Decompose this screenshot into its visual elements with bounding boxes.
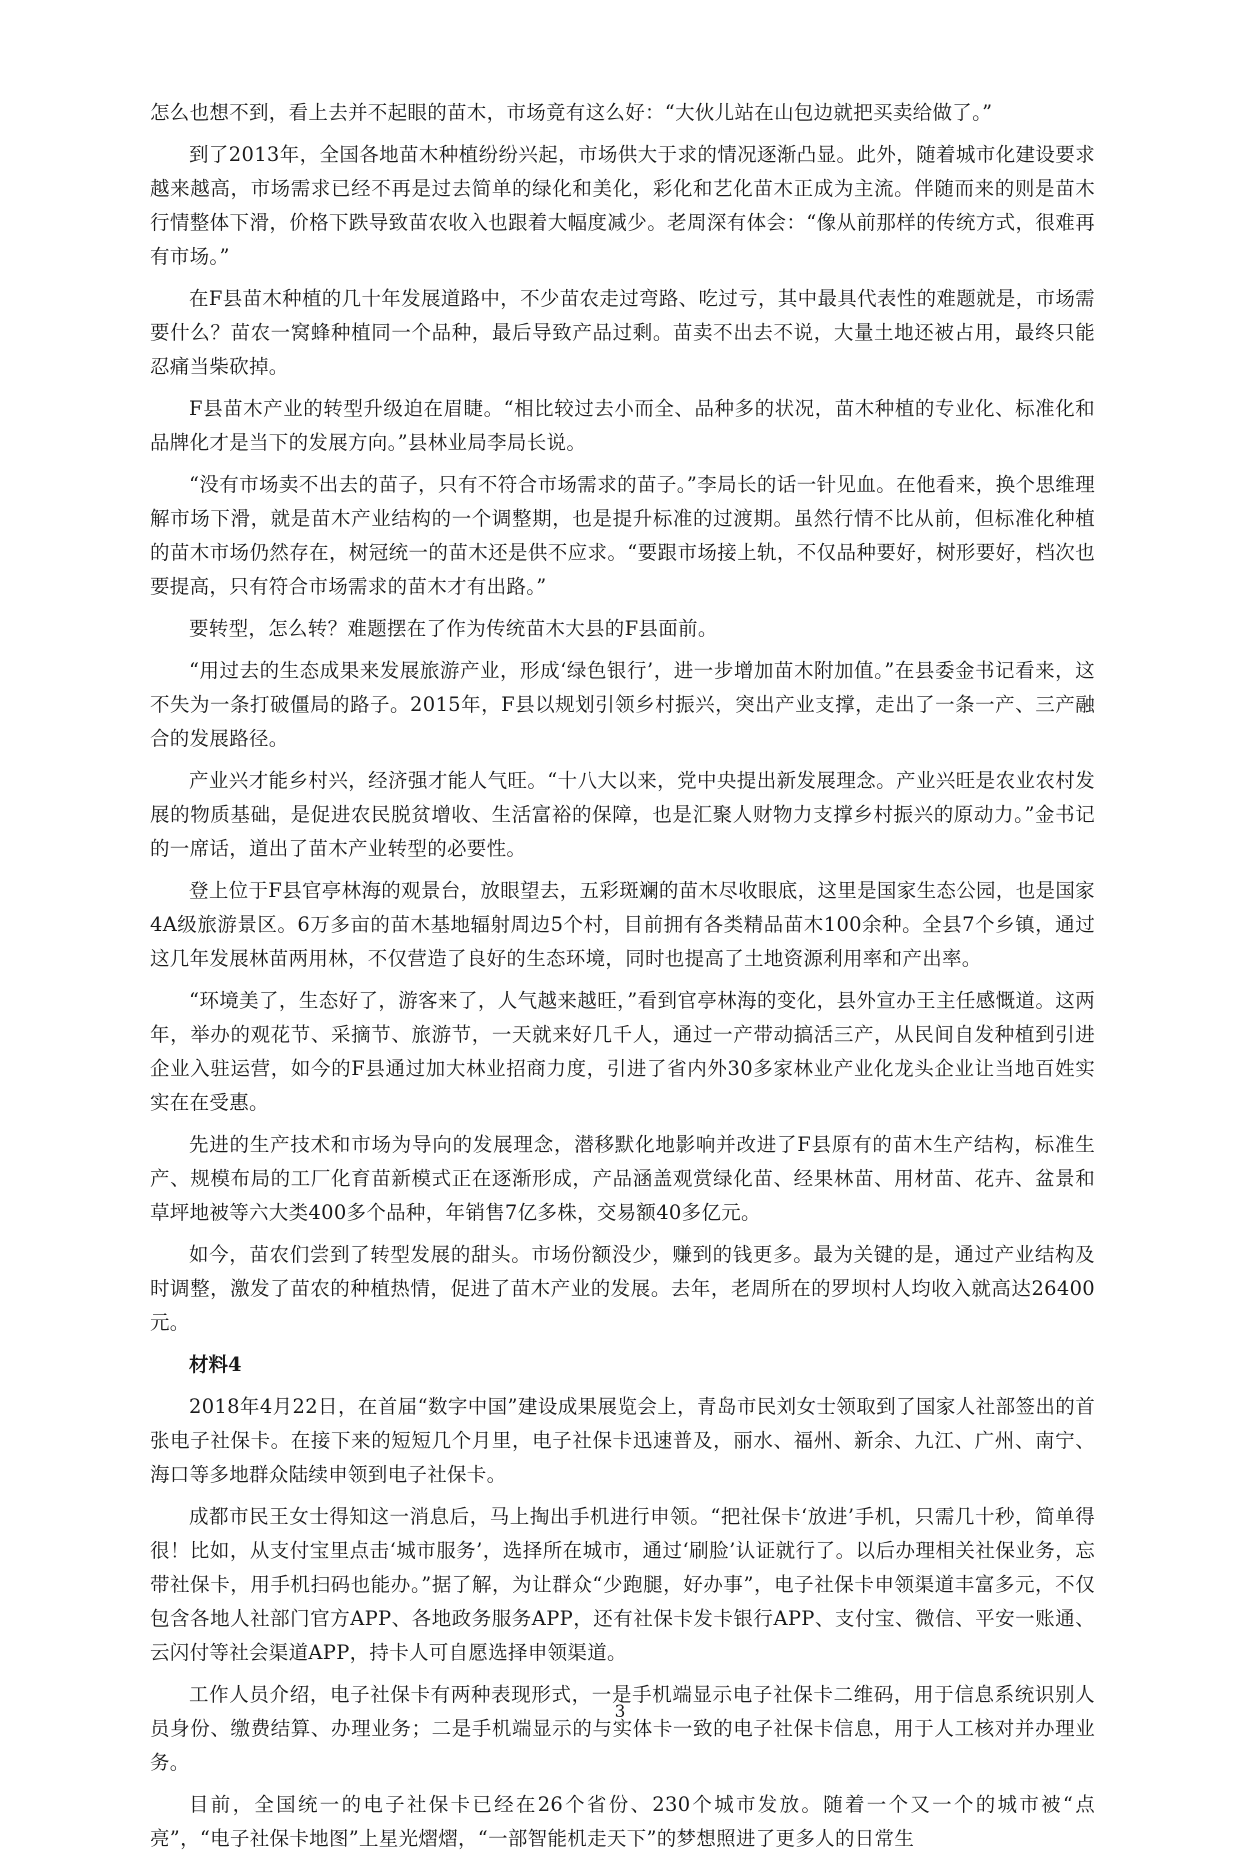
paragraph: 先进的生产技术和市场为导向的发展理念，潜移默化地影响并改进了F县原有的苗木生产结构，标准生产、规模布局的工厂化育苗新模式正在逐渐形成，产品涵盖观赏绿化苗、经果林苗、用材苗、花卉、盆景和草坪地被等六大类400多个品种，年销售7亿多株，交易额40多亿元。	[150, 1133, 1095, 1224]
paragraph: 产业兴才能乡村兴，经济强才能人气旺。“十八大以来，党中央提出新发展理念。产业兴旺是农业农村发展的物质基础，是促进农民脱贫增收、生活富裕的保障，也是汇聚人财物力支撑乡村振兴的原动力。”金书记的一席话，道出了苗木产业转型的必要性。	[150, 769, 1095, 860]
paragraph: 在F县苗木种植的几十年发展道路中，不少苗农走过弯路、吃过亏，其中最具代表性的难题就是，市场需要什么？苗农一窝蜂种植同一个品种，最后导致产品过剩。苗卖不出去不说，大量土地还被占用，最终只能忍痛当柴砍掉。	[150, 287, 1095, 378]
paragraph: 如今，苗农们尝到了转型发展的甜头。市场份额没少，赚到的钱更多。最为关键的是，通过产业结构及时调整，激发了苗农的种植热情，促进了苗木产业的发展。去年，老周所在的罗坝村人均收入就高达26400元。	[150, 1243, 1095, 1334]
page-number: 3	[614, 1702, 626, 1722]
paragraph: “环境美了，生态好了，游客来了，人气越来越旺，”看到官亭林海的变化，县外宣办王主任感慨道。这两年，举办的观花节、采摘节、旅游节，一天就来好几千人，通过一产带动搞活三产，从民间自发种植到引进企业入驻运营，如今的F县通过加大林业招商力度，引进了省内外30多家林业产业化龙头企业让当地百姓实实在在受惠。	[150, 989, 1095, 1114]
document-body	[150, 96, 1095, 1864]
paragraph: 2018年4月22日，在首届“数字中国”建设成果展览会上，青岛市民刘女士领取到了国家人社部签出的首张电子社保卡。在接下来的短短几个月里，电子社保卡迅速普及，丽水、福州、新余、九江、广州、南宁、海口等多地群众陆续申领到电子社保卡。	[150, 1395, 1095, 1486]
paragraph: “用过去的生态成果来发展旅游产业，形成‘绿色银行’，进一步增加苗木附加值。”在县委金书记看来，这不失为一条打破僵局的路子。2015年，F县以规划引领乡村振兴，突出产业支撑，走出了一条一产、三产融合的发展路径。	[150, 659, 1095, 750]
paragraph: “没有市场卖不出去的苗子，只有不符合市场需求的苗子。”李局长的话一针见血。在他看来，换个思维理解市场下滑，就是苗木产业结构的一个调整期，也是提升标准的过渡期。虽然行情不比从前，但标准化种植的苗木市场仍然存在，树冠统一的苗木还是供不应求。“要跟市场接上轨，不仅品种要好，树形要好，档次也要提高，只有符合市场需求的苗木才有出路。”	[150, 473, 1095, 598]
section-heading: 材料4	[189, 1353, 242, 1376]
paragraph: 要转型，怎么转？难题摆在了作为传统苗木大县的F县面前。	[189, 617, 718, 640]
paragraph: 目前，全国统一的电子社保卡已经在26个省份、230个城市发放。随着一个又一个的城市被“点亮”，“电子社保卡地图”上星光熠熠，“一部智能机走天下”的梦想照进了更多人的日常生	[150, 1793, 1095, 1850]
paragraph: 怎么也想不到，看上去并不起眼的苗木，市场竟有这么好：“大伙儿站在山包边就把买卖给做了。”	[150, 101, 993, 124]
paragraph: 登上位于F县官亭林海的观景台，放眼望去，五彩斑斓的苗木尽收眼底，这里是国家生态公园，也是国家4A级旅游景区。6万多亩的苗木基地辐射周边5个村，目前拥有各类精品苗木100余种。全县7个乡镇，通过这几年发展林苗两用林，不仅营造了良好的生态环境，同时也提高了土地资源利用率和产出率。	[150, 879, 1095, 970]
paragraph: 成都市民王女士得知这一消息后，马上掏出手机进行申领。“把社保卡‘放进’手机，只需几十秒，简单得很！比如，从支付宝里点击‘城市服务’，选择所在城市，通过‘刷脸’认证就行了。以后办理相关社保业务，忘带社保卡，用手机扫码也能办。”据了解，为让群众“少跑腿，好办事”，电子社保卡申领渠道丰富多元，不仅包含各地人社部门官方APP、各地政务服务APP，还有社保卡发卡银行APP、支付宝、微信、平安一账通、云闪付等社会渠道APP，持卡人可自愿选择申领渠道。	[150, 1505, 1095, 1664]
paragraph: F县苗木产业的转型升级迫在眉睫。“相比较过去小而全、品种多的状况，苗木种植的专业化、标准化和品牌化才是当下的发展方向。”县林业局李局长说。	[150, 397, 1095, 454]
paragraph: 到了2013年，全国各地苗木种植纷纷兴起，市场供大于求的情况逐渐凸显。此外，随着城市化建设要求越来越高，市场需求已经不再是过去简单的绿化和美化，彩化和艺化苗木正成为主流。伴随而来的则是苗木行情整体下滑，价格下跌导致苗农收入也跟着大幅度减少。老周深有体会：“像从前那样的传统方式，很难再有市场。”	[150, 143, 1095, 268]
paragraph: 工作人员介绍，电子社保卡有两种表现形式，一是手机端显示电子社保卡二维码，用于信息系统识别人员身份、缴费结算、办理业务；二是手机端显示的与实体卡一致的电子社保卡信息，用于人工核对并办理业务。	[150, 1683, 1095, 1774]
